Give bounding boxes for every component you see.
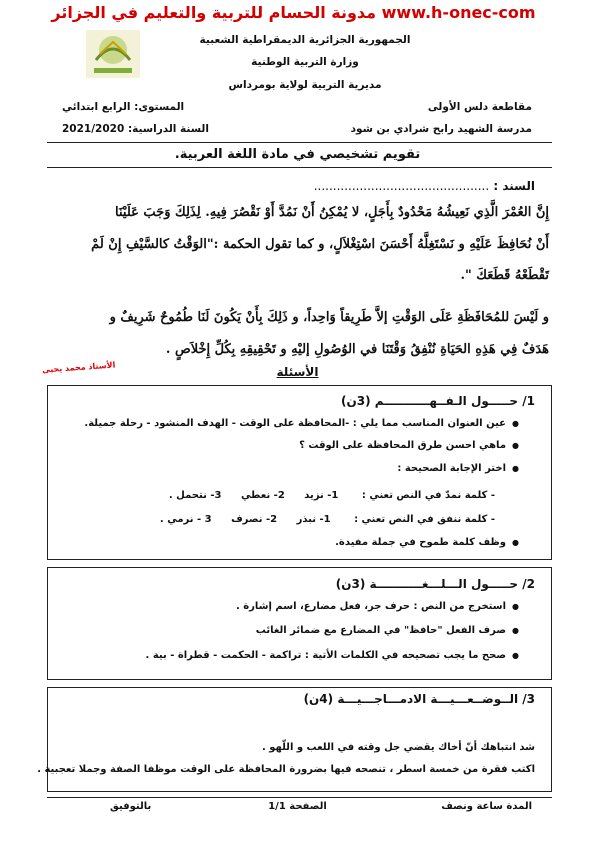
footer-divider — [47, 797, 552, 798]
mcq-option: 2- نعطي — [240, 490, 285, 501]
support-label: السند : .............................................. — [313, 179, 535, 193]
ministry-logo — [86, 30, 140, 78]
site-title: مدونة الحسام للتربية والتعليم في الجزائر — [51, 3, 377, 22]
footer-duration: المدة ساعة ونصف — [441, 801, 532, 812]
question-item: ● استخرج من النص : حرف جر، فعل مضارع، اسم إشارة . — [236, 601, 519, 612]
title-divider — [47, 167, 552, 168]
task-line: شد انتباهك أنّ أخاك يقضي جل وقته في اللعب و اللّهو . — [261, 742, 535, 753]
support-label-text: السند : — [493, 179, 535, 193]
header-year: السنة الدراسية: 2021/2020 — [62, 123, 209, 135]
header-directorate: مديرية التربية لولاية بومرداس — [228, 79, 382, 91]
mcq-row: - كلمة نمدّ في النص تعني : 1- نزيد 2- نعطي 3- نتحمل . — [168, 490, 495, 501]
mcq-option: 1- نبذر — [296, 514, 331, 525]
mcq-row: - كلمة ننفق في النص تعني : 1- نبذر 2- نصرف 3 - نرمي . — [159, 514, 495, 525]
site-url[interactable]: www.h-onec-com — [381, 3, 536, 22]
footer-closing: بالتوفيق — [110, 801, 152, 812]
support-line: و لَيْسَ للمُحَافَظَةِ عَلَى الوَقْتِ إلاَّ طَرِيقاً وَاحِداً، و ذَلِكَ بِأَنْ يَكُونَ لَنَا طُمُوحٌ شَرِيفٌ و — [109, 310, 549, 325]
mcq-lead: كلمة ننفق في النص تعني : — [354, 514, 488, 525]
support-line: هَدَفٌ فِي هَذِهِ الحَيَاةِ نُنْفِقُ وَقْتَنَا في الوُصُولِ إليْهِ و تَحْقِيقِهِ بِكُلِّ إِخْلاَصٍ . — [165, 342, 549, 357]
support-line: أَنْ نُحَافِظَ عَلَيْهِ و نَسْتَغِلَّهُ أَحْسَنَ اسْتِغْلاَلٍ، و كما تقول الحكمة :"الوَقْتُ كالسَّيْفِ إِنْ لَمْ — [91, 237, 549, 252]
exam-title: تقويم تشخيصي في مادة اللغة العربية. — [174, 147, 421, 162]
support-line: إِنَّ العُمْرَ الَّذِي نَعِيشُهُ مَحْدُودٌ بِأَجَلٍ، لا يُمْكِنُ أَنْ نَمُدَّ أَوْ نَقْصُرَ فِيهِ. لِذَلِكَ وَجَبَ عَلَيْنَا — [115, 205, 549, 220]
questions-title: الأسئلة — [276, 365, 319, 379]
header-ministry: وزارة التربية الوطنية — [251, 56, 359, 68]
question-item: ● صرف الفعل "حافظ" في المضارع مع ضمائر الغائب — [256, 625, 519, 636]
mcq-lead: كلمة نمدّ في النص تعني : — [361, 490, 488, 501]
mcq-option: 2- نصرف — [231, 514, 278, 525]
question-item: ● وظف كلمة طموح في جملة مفيدة. — [335, 537, 519, 548]
footer-page: الصفحة 1/1 — [268, 801, 327, 812]
question-item: ● ماهي احسن طرق المحافظة على الوقت ؟ — [299, 440, 519, 451]
header-level: المستوى: الرابع ابتدائي — [62, 101, 185, 113]
teacher-stamp: الأستاذ محمد يحيى — [41, 360, 116, 375]
mcq-option: 3 - نرمي . — [159, 514, 212, 525]
support-line: تَقْطَعْهُ قَطَعَكَ ". — [460, 268, 549, 283]
section-1-title: 1/ حـــــول الـفــهـــــــــــم (3ن) — [341, 394, 535, 408]
mcq-option: 1- نزيد — [304, 490, 339, 501]
header-school: مدرسة الشهيد رابح شرادي بن شود — [350, 123, 532, 135]
mcq-option: 3- نتحمل . — [168, 490, 222, 501]
task-line: اكتب فقرة من خمسة اسطر ، تنصحه فيها بضرورة المحافظة على الوقت موظفا الصفة وجملا تعجبية . — [37, 764, 535, 775]
question-item: ● صحح ما يجب تصحيحه في الكلمات الأتية : تراكمة - الحكمت - قطراة - بية . — [146, 650, 519, 661]
question-item: ● عين العنوان المناسب مما يلي : -المحافظة على الوقت - الهدف المنشود - رحلة جميلة. — [84, 418, 519, 429]
site-banner — [0, 3, 595, 22]
header-republic: الجمهورية الجزائرية الديمقراطية الشعبية — [199, 34, 411, 46]
header-divider — [47, 142, 552, 143]
section-2-title: 2/ حـــــول الـــلـــغـــــــــــة (3ن) — [335, 577, 535, 591]
section-3-title: 3/ الــوضــعـــيـــة الادمـــاجـــيـــة (4ن) — [303, 692, 535, 706]
header-district: مقاطعة دلس الأولى — [427, 101, 532, 113]
question-item: ● اختر الإجابة الصحيحة : — [397, 463, 519, 474]
